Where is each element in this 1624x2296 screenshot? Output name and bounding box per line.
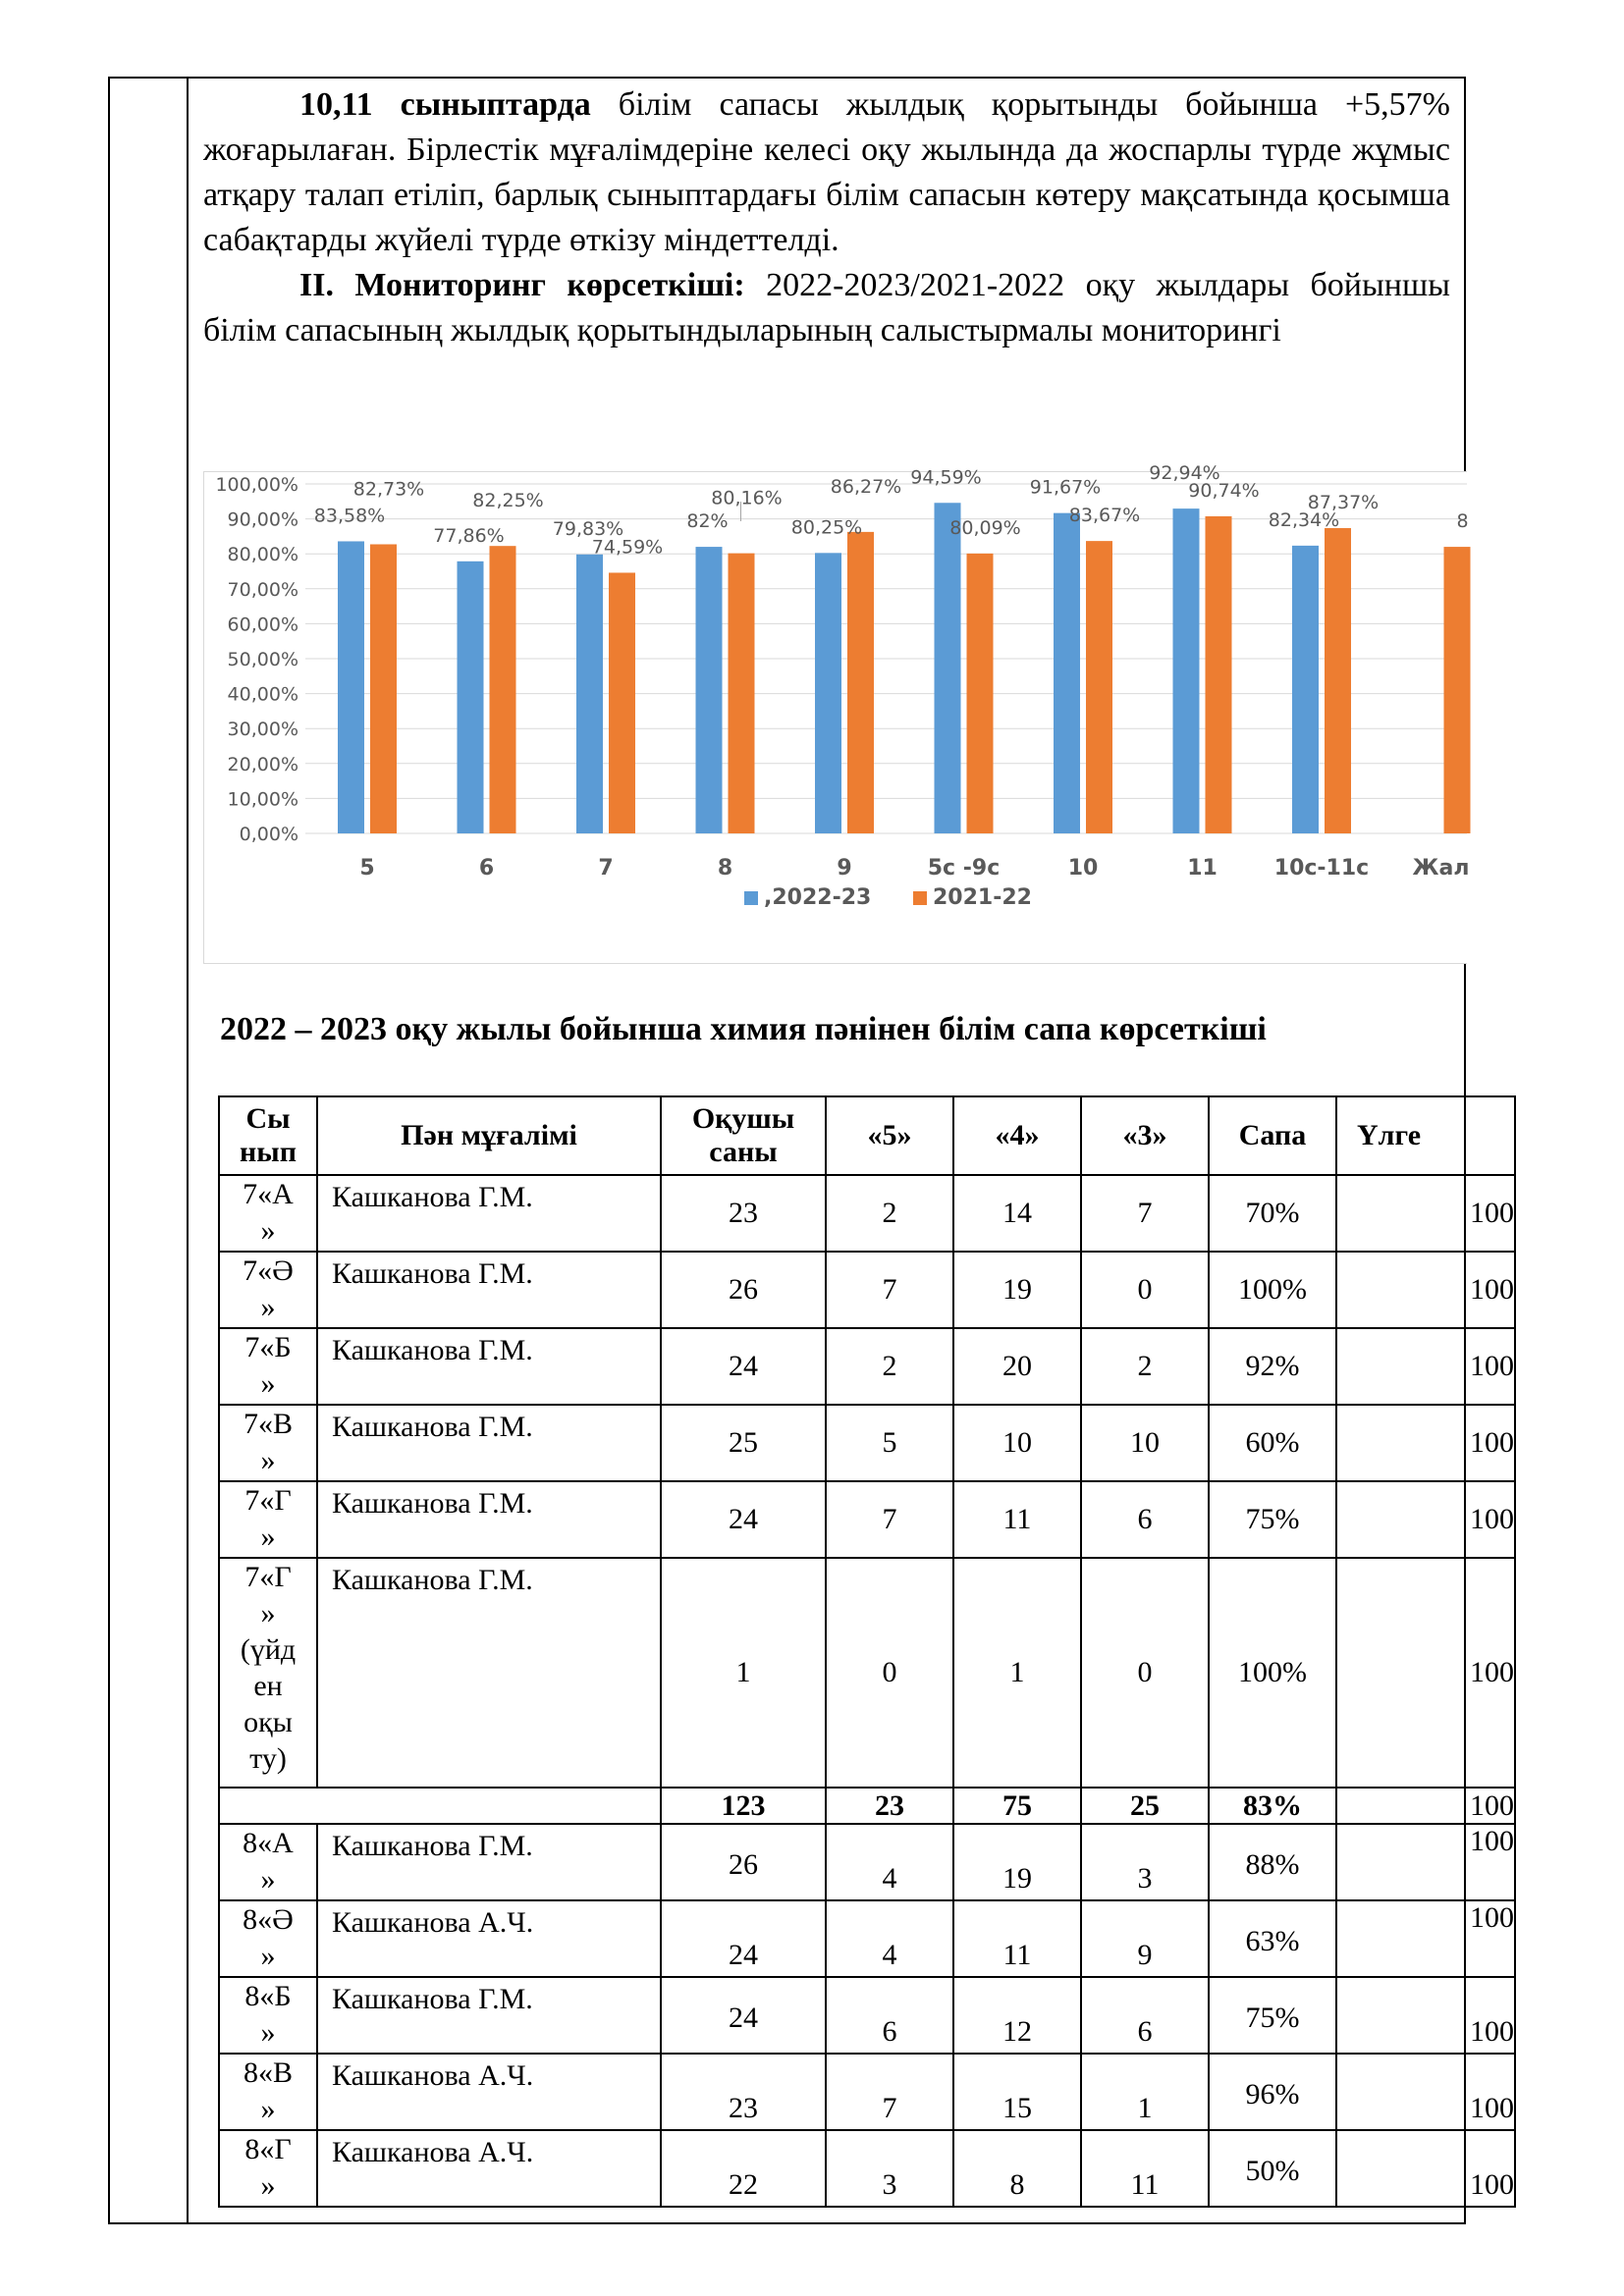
cell-class: 7«Г » bbox=[219, 1481, 317, 1558]
frame-left-line bbox=[108, 77, 110, 2224]
cell-class: 8«Г » bbox=[219, 2130, 317, 2207]
cell-grade-5: 3 bbox=[826, 2130, 953, 2207]
bar-series2 bbox=[370, 544, 397, 833]
cell-teacher: Кашканова Г.М. bbox=[317, 1328, 661, 1405]
cell-grade-4: 20 bbox=[953, 1328, 1081, 1405]
x-tick-label: 8 bbox=[717, 856, 733, 881]
table-row bbox=[219, 1405, 1515, 1481]
y-tick-label: 0,00% bbox=[239, 824, 298, 845]
bar-series2 bbox=[609, 572, 635, 833]
data-label: 82,73% bbox=[352, 478, 425, 501]
data-label: 8 bbox=[1456, 510, 1469, 533]
cell-student-count: 23 bbox=[661, 1175, 826, 1252]
cell-quality: 63% bbox=[1209, 1900, 1336, 1977]
bar-series2 bbox=[967, 554, 994, 833]
cell-quality: 60% bbox=[1209, 1405, 1336, 1481]
legend-swatch-series2 bbox=[913, 891, 927, 905]
cell-progress: 100 bbox=[1336, 1405, 1515, 1481]
table-row bbox=[219, 1252, 1515, 1328]
x-tick-label: 10с-11с bbox=[1273, 856, 1370, 881]
cell-progress: 100 bbox=[1336, 2130, 1515, 2207]
table-row bbox=[219, 1558, 1515, 1788]
cell-grade-3: 0 bbox=[1081, 1252, 1209, 1328]
table-row bbox=[219, 1175, 1515, 1252]
cell-quality: 100% bbox=[1209, 1252, 1336, 1328]
bar-series2 bbox=[729, 554, 755, 833]
header-class: Сы нып bbox=[219, 1096, 317, 1175]
x-tick-label: Жал bbox=[1412, 856, 1470, 881]
frame-inner-line bbox=[187, 77, 189, 2224]
data-label: 83,58% bbox=[313, 505, 386, 527]
cell-total-quality: 83% bbox=[1209, 1788, 1336, 1824]
cell-grade-3: 6 bbox=[1081, 1977, 1209, 2054]
cell-grade-4: 12 bbox=[953, 1977, 1081, 2054]
cell-class: 7«А » bbox=[219, 1175, 317, 1252]
paragraph-monitoring bbox=[203, 263, 1450, 353]
data-label: 94,59% bbox=[910, 466, 982, 489]
data-label: 80,09% bbox=[949, 516, 1021, 539]
cell-class: 8«Ә » bbox=[219, 1900, 317, 1977]
cell-grade-3: 11 bbox=[1081, 2130, 1209, 2207]
cell-total-progress: 100 bbox=[1336, 1788, 1515, 1824]
bar-series1 bbox=[1292, 546, 1319, 833]
paragraph-summary-bold: 10,11 сыныптарда bbox=[299, 86, 591, 123]
quality-chart-svg bbox=[204, 462, 1470, 963]
paragraph-summary bbox=[203, 82, 1450, 263]
cell-grade-4: 11 bbox=[953, 1900, 1081, 1977]
header-grade-3: «3» bbox=[1081, 1096, 1209, 1175]
table-row bbox=[219, 2054, 1515, 2130]
header-quality: Сапа bbox=[1209, 1096, 1336, 1175]
cell-progress: 100 bbox=[1336, 1824, 1515, 1900]
cell-class: 7«Г » (үйд ен оқы ту) bbox=[219, 1558, 317, 1788]
cell-student-count: 26 bbox=[661, 1252, 826, 1328]
cell-grade-5: 2 bbox=[826, 1328, 953, 1405]
table-row bbox=[219, 2130, 1515, 2207]
y-tick-label: 80,00% bbox=[227, 544, 298, 566]
bar-series2 bbox=[1325, 528, 1351, 833]
table-title: 2022 – 2023 оқу жылы бойынша химия пәнінен білім сапа көрсеткіші bbox=[220, 1011, 1267, 1047]
table-header-row bbox=[219, 1096, 1515, 1175]
bar-series2 bbox=[1086, 541, 1112, 833]
y-tick-label: 100,00% bbox=[215, 474, 298, 496]
x-tick-label: 11 bbox=[1187, 856, 1218, 881]
y-tick-label: 60,00% bbox=[227, 614, 298, 636]
cell-total-grade-3: 25 bbox=[1081, 1788, 1209, 1824]
frame-top-line bbox=[108, 77, 1466, 79]
bar-series1 bbox=[338, 541, 364, 833]
cell-grade-4: 8 bbox=[953, 2130, 1081, 2207]
cell-total-grade-4: 75 bbox=[953, 1788, 1081, 1824]
cell-total-grade-5: 23 bbox=[826, 1788, 953, 1824]
cell-progress: 100 bbox=[1336, 1328, 1515, 1405]
x-tick-label: 7 bbox=[598, 856, 614, 881]
cell-quality: 92% bbox=[1209, 1328, 1336, 1405]
table-row bbox=[219, 1328, 1515, 1405]
x-tick-label: 10 bbox=[1067, 856, 1099, 881]
results-table-wrap bbox=[218, 1095, 1514, 2224]
header-student-count: Оқушы саны bbox=[661, 1096, 826, 1175]
cell-class: 7«В » bbox=[219, 1405, 317, 1481]
y-tick-label: 10,00% bbox=[227, 788, 298, 811]
bar-series1 bbox=[696, 547, 723, 833]
x-tick-label: 9 bbox=[837, 856, 852, 881]
cell-class: 7«Б » bbox=[219, 1328, 317, 1405]
cell-class: 8«Б » bbox=[219, 1977, 317, 2054]
paragraph-monitoring-text: 2022-2023/2021-2022 оқу жылдары бойыншы білім сапасының жылдық қорытындыларының салыстырмалы мониторингі bbox=[203, 267, 1451, 348]
bar-series2 bbox=[1206, 516, 1232, 833]
cell-student-count: 22 bbox=[661, 2130, 826, 2207]
cell-grade-4: 19 bbox=[953, 1252, 1081, 1328]
header-progress: Үлге bbox=[1336, 1096, 1515, 1175]
data-label: 92,94% bbox=[1149, 462, 1220, 485]
cell-student-count: 24 bbox=[661, 1977, 826, 2054]
cell-teacher: Кашканова Г.М. bbox=[317, 1558, 661, 1788]
cell-grade-3: 6 bbox=[1081, 1481, 1209, 1558]
data-label: 82,25% bbox=[472, 490, 544, 512]
data-label: 91,67% bbox=[1029, 476, 1102, 499]
cell-class: 8«А » bbox=[219, 1824, 317, 1900]
cell-grade-4: 10 bbox=[953, 1405, 1081, 1481]
y-tick-label: 40,00% bbox=[227, 683, 298, 706]
cell-grade-4: 11 bbox=[953, 1481, 1081, 1558]
cell-grade-3: 2 bbox=[1081, 1328, 1209, 1405]
cell-total-label bbox=[219, 1788, 661, 1824]
cell-student-count: 26 bbox=[661, 1824, 826, 1900]
data-label: 80,25% bbox=[790, 516, 863, 539]
cell-progress: 100 bbox=[1336, 1977, 1515, 2054]
cell-teacher: Кашканова Г.М. bbox=[317, 1824, 661, 1900]
cell-grade-3: 10 bbox=[1081, 1405, 1209, 1481]
bar-series1 bbox=[935, 503, 961, 833]
paragraph-monitoring-bold: ІІ. Мониторинг көрсеткіші: bbox=[299, 267, 745, 303]
cell-grade-4: 15 bbox=[953, 2054, 1081, 2130]
data-label: 77,86% bbox=[433, 524, 505, 547]
bar-series1 bbox=[1054, 513, 1080, 833]
bar-series2 bbox=[1444, 547, 1471, 833]
cell-progress: 100 bbox=[1336, 2054, 1515, 2130]
cell-teacher: Кашканова Г.М. bbox=[317, 1405, 661, 1481]
cell-quality: 96% bbox=[1209, 2054, 1336, 2130]
cell-progress: 100 bbox=[1336, 1900, 1515, 1977]
x-tick-label: 6 bbox=[478, 856, 495, 881]
data-label: 82,34% bbox=[1268, 508, 1340, 531]
cell-student-count: 24 bbox=[661, 1900, 826, 1977]
cell-teacher: Кашканова Г.М. bbox=[317, 1481, 661, 1558]
cell-grade-5: 0 bbox=[826, 1558, 953, 1788]
cell-grade-4: 1 bbox=[953, 1558, 1081, 1788]
legend-label-series1: ,2022-23 bbox=[764, 885, 872, 910]
bar-series1 bbox=[1173, 508, 1200, 833]
paragraph-summary-text: білім сапасы жылдық қорытынды бойынша +5,57% жоғарылаған. Бірлестік мұғалімдеріне келесі оқу жылында да жоспарлы түрде жұмыс атқару талап етіліп, барлық сыныптардағы білім сапасын көтеру мақсатында қосымша сабақтарды жүйелі түрде өткізу міндеттелді. bbox=[203, 86, 1450, 258]
table-row bbox=[219, 1900, 1515, 1977]
bar-series1 bbox=[815, 553, 841, 833]
cell-teacher: Кашканова А.Ч. bbox=[317, 1900, 661, 1977]
header-teacher: Пән мұғалімі bbox=[317, 1096, 661, 1175]
cell-grade-3: 9 bbox=[1081, 1900, 1209, 1977]
cell-grade-3: 1 bbox=[1081, 2054, 1209, 2130]
cell-grade-5: 6 bbox=[826, 1977, 953, 2054]
legend-swatch-series1 bbox=[744, 891, 758, 905]
data-label: 86,27% bbox=[830, 475, 902, 498]
cell-student-count: 1 bbox=[661, 1558, 826, 1788]
cell-student-count: 24 bbox=[661, 1328, 826, 1405]
cell-grade-4: 14 bbox=[953, 1175, 1081, 1252]
cell-teacher: Кашканова Г.М. bbox=[317, 1252, 661, 1328]
data-label: 82% bbox=[686, 510, 729, 533]
bar-series2 bbox=[847, 532, 874, 833]
cell-quality: 75% bbox=[1209, 1481, 1336, 1558]
table-total-row bbox=[219, 1788, 1515, 1824]
header-grade-4: «4» bbox=[953, 1096, 1081, 1175]
table-row bbox=[219, 1481, 1515, 1558]
bar-series1 bbox=[458, 561, 484, 833]
cell-grade-5: 7 bbox=[826, 1481, 953, 1558]
cell-quality: 100% bbox=[1209, 1558, 1336, 1788]
cell-quality: 70% bbox=[1209, 1175, 1336, 1252]
data-label: 83,67% bbox=[1068, 505, 1141, 527]
cell-grade-5: 4 bbox=[826, 1900, 953, 1977]
cell-grade-5: 7 bbox=[826, 2054, 953, 2130]
cell-quality: 75% bbox=[1209, 1977, 1336, 2054]
cell-progress: 100 bbox=[1336, 1558, 1515, 1788]
bar-series2 bbox=[490, 546, 516, 833]
cell-grade-3: 3 bbox=[1081, 1824, 1209, 1900]
data-label: 80,16% bbox=[711, 487, 783, 509]
cell-grade-3: 7 bbox=[1081, 1175, 1209, 1252]
cell-teacher: Кашканова Г.М. bbox=[317, 1175, 661, 1252]
cell-grade-4: 19 bbox=[953, 1824, 1081, 1900]
y-tick-label: 70,00% bbox=[227, 578, 298, 601]
bar-series1 bbox=[576, 555, 603, 833]
results-table bbox=[218, 1095, 1516, 2208]
cell-teacher: Кашканова А.Ч. bbox=[317, 2130, 661, 2207]
cell-progress: 100 bbox=[1336, 1175, 1515, 1252]
y-tick-label: 20,00% bbox=[227, 753, 298, 775]
cell-total-count: 123 bbox=[661, 1788, 826, 1824]
quality-chart bbox=[203, 462, 1470, 964]
table-row bbox=[219, 1977, 1515, 2054]
text-block bbox=[203, 82, 1450, 353]
cell-grade-5: 5 bbox=[826, 1405, 953, 1481]
cell-grade-3: 0 bbox=[1081, 1558, 1209, 1788]
cell-quality: 88% bbox=[1209, 1824, 1336, 1900]
y-tick-label: 50,00% bbox=[227, 649, 298, 670]
cell-teacher: Кашканова А.Ч. bbox=[317, 2054, 661, 2130]
cell-grade-5: 2 bbox=[826, 1175, 953, 1252]
y-tick-label: 30,00% bbox=[227, 719, 298, 741]
cell-progress: 100 bbox=[1336, 1252, 1515, 1328]
legend-label-series2: 2021-22 bbox=[933, 885, 1032, 910]
header-grade-5: «5» bbox=[826, 1096, 953, 1175]
table-row bbox=[219, 1824, 1515, 1900]
x-tick-label: 5с -9с bbox=[927, 856, 1001, 881]
data-label: 79,83% bbox=[552, 517, 624, 540]
cell-class: 7«Ә » bbox=[219, 1252, 317, 1328]
cell-grade-5: 7 bbox=[826, 1252, 953, 1328]
y-tick-label: 90,00% bbox=[227, 508, 298, 531]
cell-student-count: 25 bbox=[661, 1405, 826, 1481]
data-label: 87,37% bbox=[1307, 491, 1380, 513]
data-label: 90,74% bbox=[1188, 479, 1260, 502]
cell-student-count: 23 bbox=[661, 2054, 826, 2130]
cell-teacher: Кашканова Г.М. bbox=[317, 1977, 661, 2054]
data-label: 74,59% bbox=[591, 536, 664, 559]
cell-progress: 100 bbox=[1336, 1481, 1515, 1558]
cell-grade-5: 4 bbox=[826, 1824, 953, 1900]
x-tick-label: 5 bbox=[359, 856, 375, 881]
cell-quality: 50% bbox=[1209, 2130, 1336, 2207]
cell-student-count: 24 bbox=[661, 1481, 826, 1558]
cell-class: 8«В » bbox=[219, 2054, 317, 2130]
